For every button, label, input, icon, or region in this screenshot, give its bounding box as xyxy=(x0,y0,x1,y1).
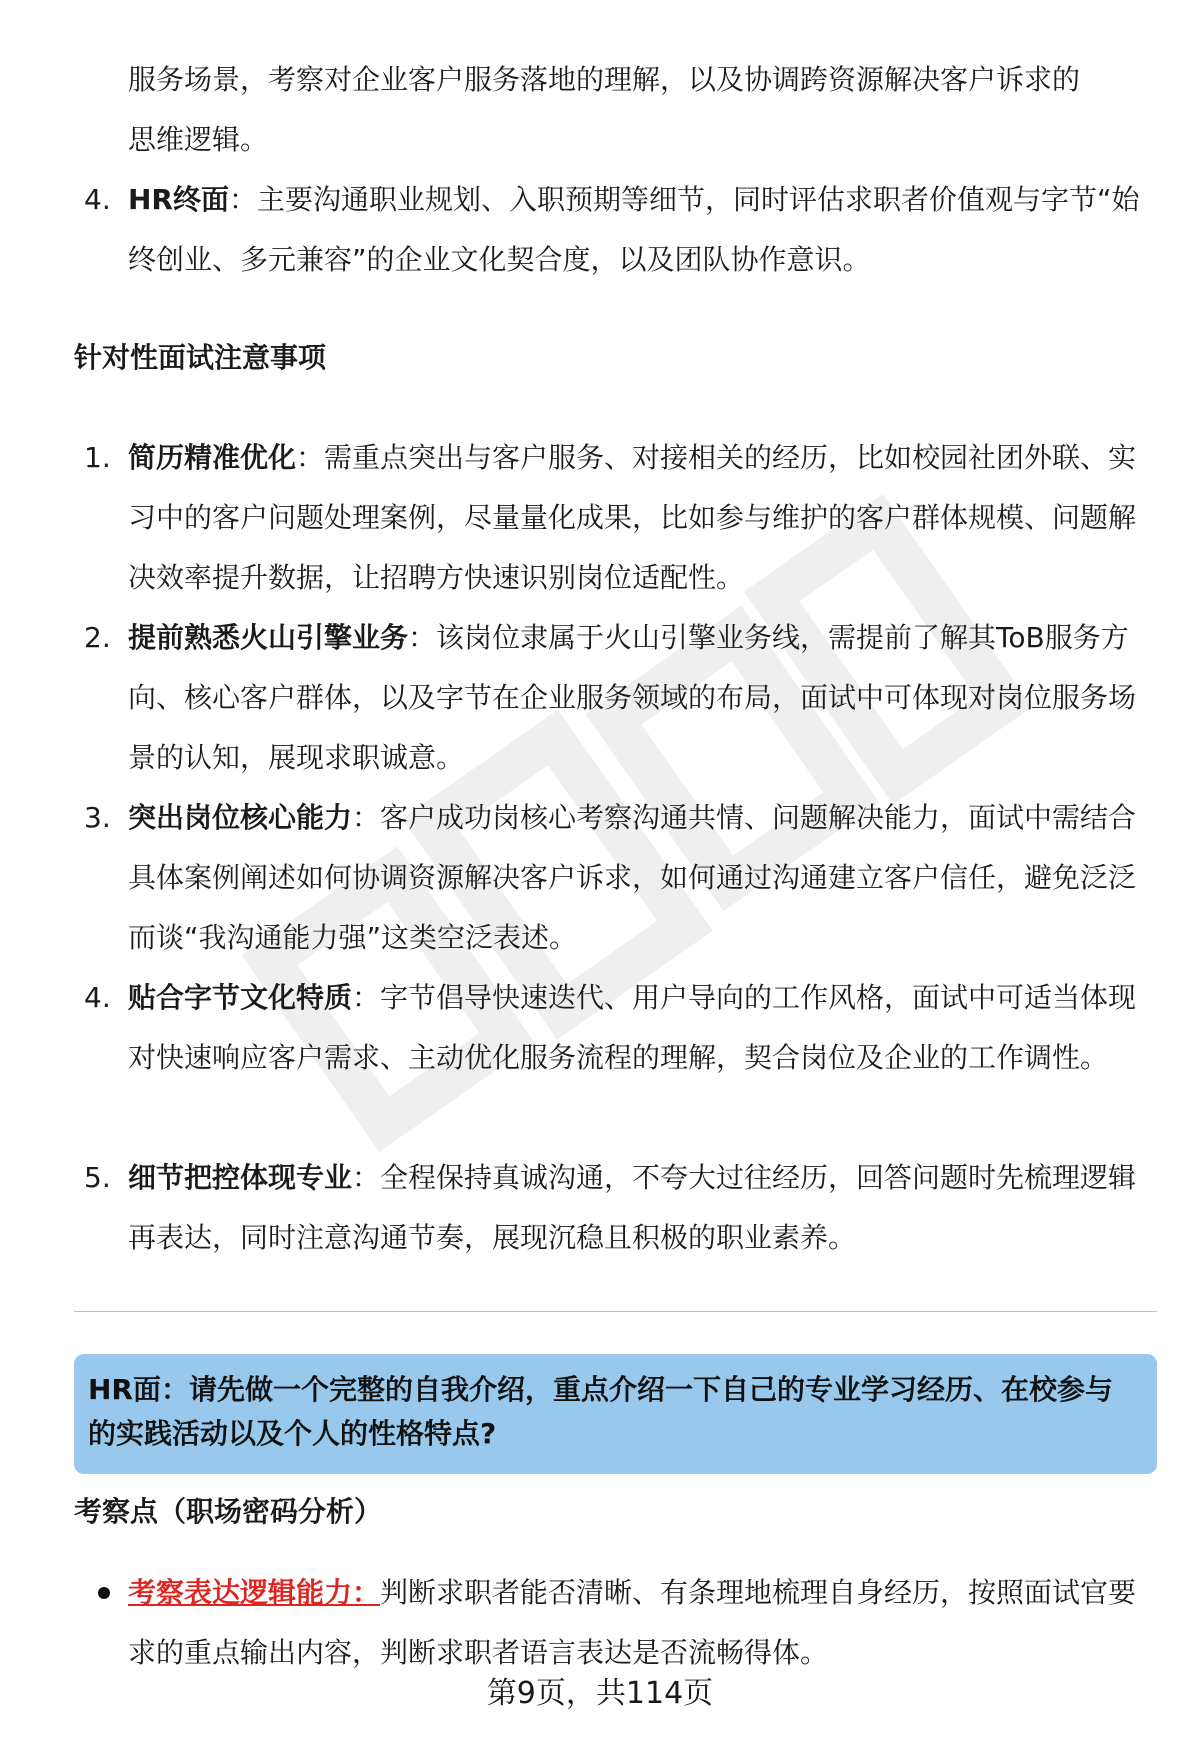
item-body xyxy=(128,170,1148,290)
item-body xyxy=(128,968,1148,1088)
section-heading: 针对性面试注意事项 xyxy=(74,341,327,374)
item-title: 提前熟悉火山引擎业务 xyxy=(128,621,409,654)
item-title: 贴合字节文化特质 xyxy=(128,981,353,1014)
item-text: 主要沟通职业规划、入职预期等细节，同时评估求职者价值观与字节“始终创业、多元兼容”的企业文化契合度，以及团队协作意识。 xyxy=(128,183,1140,276)
page-footer: 第9页，共114页 xyxy=(486,1676,714,1711)
item-text: 该岗位隶属于火山引擎业务线，需提前了解其ToB服务方向、核心客户群体，以及字节在企业服务领域的布局，面试中可体现对岗位服务场景的认知，展现求职诚意。 xyxy=(128,621,1137,774)
analysis-bullet xyxy=(128,1563,1148,1683)
item-separator: ： xyxy=(352,981,381,1014)
item-body xyxy=(128,428,1148,608)
analysis-heading: 考察点（职场密码分析） xyxy=(74,1495,383,1528)
item-text: 字节倡导快速迭代、用户导向的工作风格，面试中可适当体现对快速响应客户需求、主动优化服务流程的理解，契合岗位及企业的工作调性。 xyxy=(128,981,1137,1074)
item-title: 突出岗位核心能力 xyxy=(128,801,353,834)
item-number: 1. xyxy=(84,441,111,474)
item-title: 简历精准优化 xyxy=(128,441,297,474)
bullet-dot-icon xyxy=(98,1587,110,1599)
item-text: 客户成功岗核心考察沟通共情、问题解决能力，面试中需结合具体案例阐述如何协调资源解决客户诉求，如何通过沟通建立客户信任，避免泛泛而谈“我沟通能力强”这类空泛表述。 xyxy=(128,801,1137,954)
item-separator: ： xyxy=(296,441,325,474)
item-title: 细节把控体现专业 xyxy=(128,1161,353,1194)
item-separator: ： xyxy=(352,1161,381,1194)
question-callout xyxy=(74,1354,1157,1474)
item-body xyxy=(128,1148,1148,1268)
item-number: 4. xyxy=(84,183,111,216)
item-separator: ： xyxy=(408,621,437,654)
analysis-link[interactable]: 考察表达逻辑能力： xyxy=(128,1576,381,1609)
analysis-bullet-text: 判断求职者能否清晰、有条理地梳理自身经历，按照面试官要求的重点输出内容，判断求职者语言表达是否流畅得体。 xyxy=(128,1576,1137,1669)
item-body xyxy=(128,608,1148,788)
item-number: 2. xyxy=(84,621,111,654)
item-body xyxy=(128,788,1148,968)
item-title: HR终面 xyxy=(128,183,229,216)
item-number: 3. xyxy=(84,801,111,834)
item-number: 5. xyxy=(84,1161,111,1194)
intro-paragraph xyxy=(128,50,1148,170)
question-text: HR面：请先做一个完整的自我介绍，重点介绍一下自己的专业学习经历、在校参与的实践活动以及个人的性格特点? xyxy=(88,1373,1113,1450)
item-separator: ： xyxy=(229,183,258,216)
intro-line-1: 服务场景，考察对企业客户服务落地的理解，以及协调跨资源解决客户诉求的 xyxy=(128,63,1081,96)
item-separator: ： xyxy=(352,801,381,834)
intro-line-2: 思维逻辑。 xyxy=(128,123,269,156)
item-text: 全程保持真诚沟通，不夸大过往经历，回答问题时先梳理逻辑再表达，同时注意沟通节奏，展现沉稳且积极的职业素养。 xyxy=(128,1161,1137,1254)
item-text: 需重点突出与客户服务、对接相关的经历，比如校园社团外联、实习中的客户问题处理案例，尽量量化成果，比如参与维护的客户群体规模、问题解决效率提升数据，让招聘方快速识别岗位适配性。 xyxy=(128,441,1137,594)
item-number: 4. xyxy=(84,981,111,1014)
section-divider xyxy=(74,1311,1157,1312)
